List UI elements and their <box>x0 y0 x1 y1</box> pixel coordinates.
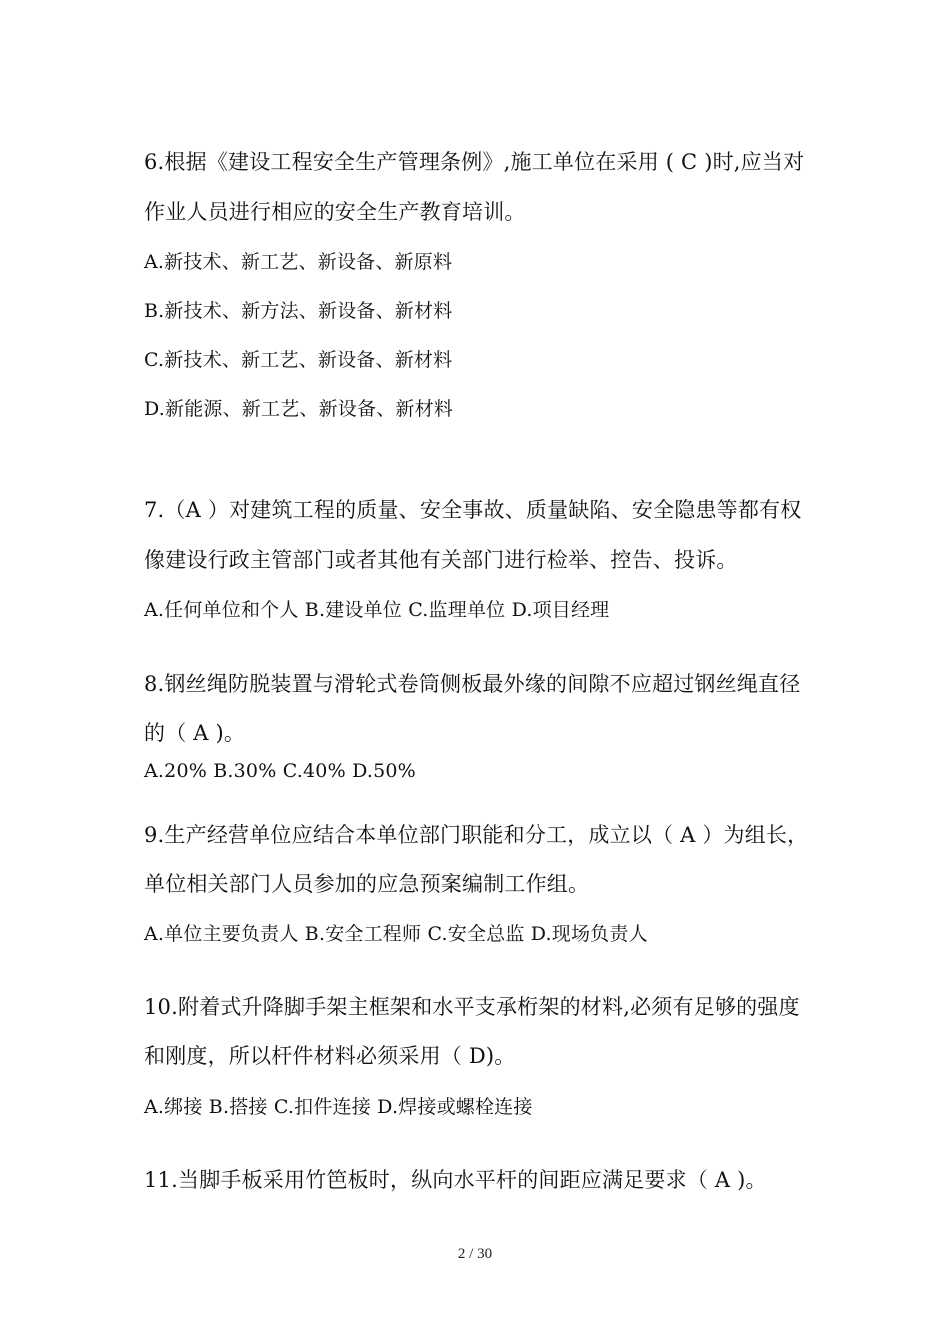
question-8-stem-line-1: 8.钢丝绳防脱装置与滑轮式卷筒侧板最外缘的间隙不应超过钢丝绳直径 <box>144 672 801 696</box>
question-6-stem-line-2: 作业人员进行相应的安全生产教育培训。 <box>144 200 526 224</box>
question-9-stem-line-1: 9.生产经营单位应结合本单位部门职能和分工，成立以（ A ）为组长， <box>144 823 809 847</box>
question-10-stem-line-1: 10.附着式升降脚手架主框架和水平支承桁架的材料,必须有足够的强度 <box>144 995 800 1019</box>
page-number: 2 / 30 <box>457 1246 493 1262</box>
question-8-options: A.20% B.30% C.40% D.50% <box>144 760 416 782</box>
question-7-stem-line-2: 像建设行政主管部门或者其他有关部门进行检举、控告、投诉。 <box>144 548 738 572</box>
question-10-options: A.绑接 B.搭接 C.扣件连接 D.焊接或螺栓连接 <box>144 1096 533 1118</box>
question-10-stem-line-2: 和刚度，所以杆件材料必须采用（ D)。 <box>144 1044 516 1068</box>
question-6-option-b: B.新技术、新方法、新设备、新材料 <box>144 300 453 322</box>
question-6-option-d: D.新能源、新工艺、新设备、新材料 <box>144 398 453 420</box>
question-7-options: A.任何单位和个人 B.建设单位 C.监理单位 D.项目经理 <box>144 599 610 621</box>
question-9-stem-line-2: 单位相关部门人员参加的应急预案编制工作组。 <box>144 872 590 896</box>
question-9-options: A.单位主要负责人 B.安全工程师 C.安全总监 D.现场负责人 <box>144 923 648 945</box>
question-7-stem-line-1: 7.（A ）对建筑工程的质量、安全事故、质量缺陷、安全隐患等都有权 <box>144 498 802 522</box>
question-11-stem-line-1: 11.当脚手板采用竹笆板时，纵向水平杆的间距应满足要求（ A )。 <box>144 1168 767 1192</box>
question-6-option-c: C.新技术、新工艺、新设备、新材料 <box>144 349 453 371</box>
question-8-stem-line-2: 的（ A )。 <box>144 721 246 745</box>
question-6-option-a: A.新技术、新工艺、新设备、新原料 <box>144 251 453 273</box>
question-6-stem-line-1: 6.根据《建设工程安全生产管理条例》,施工单位在采用 ( C )时,应当对 <box>144 150 805 174</box>
